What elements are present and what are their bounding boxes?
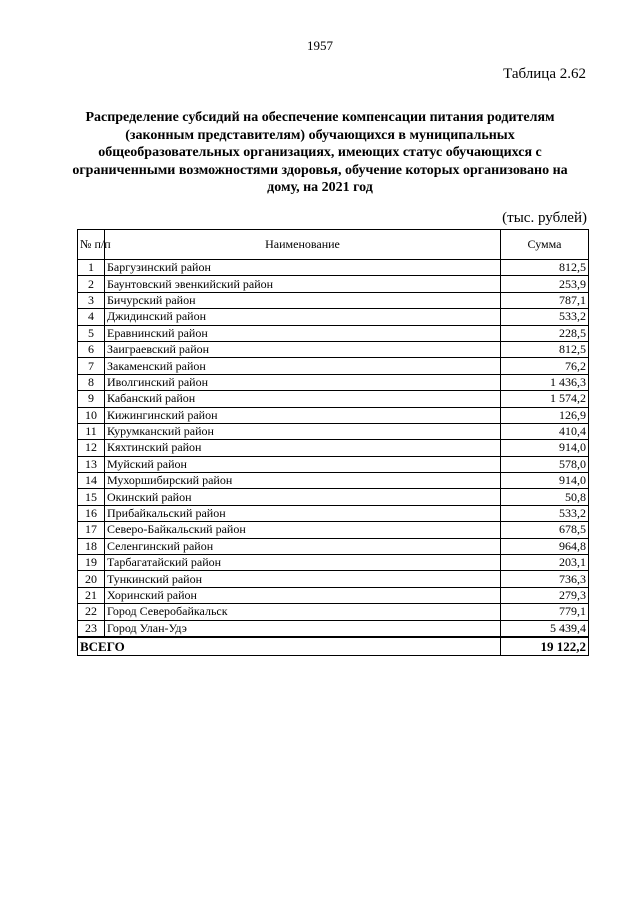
row-number: 21	[78, 587, 105, 603]
subsidy-table	[77, 229, 589, 656]
row-number: 10	[78, 407, 105, 423]
total-row	[78, 637, 589, 656]
table-row	[78, 309, 589, 325]
row-sum: 678,5	[501, 522, 589, 538]
row-name: Муйский район	[105, 456, 501, 472]
row-number: 20	[78, 571, 105, 587]
row-sum: 228,5	[501, 325, 589, 341]
row-sum: 914,0	[501, 440, 589, 456]
row-number: 15	[78, 489, 105, 505]
row-name: Мухоршибирский район	[105, 473, 501, 489]
row-number: 9	[78, 391, 105, 407]
table-row	[78, 505, 589, 521]
row-name: Курумканский район	[105, 423, 501, 439]
table-row	[78, 325, 589, 341]
row-name: Город Северобайкальск	[105, 604, 501, 620]
row-number: 1	[78, 260, 105, 276]
row-name: Северо-Байкальский район	[105, 522, 501, 538]
row-sum: 736,3	[501, 571, 589, 587]
row-sum: 533,2	[501, 309, 589, 325]
row-name: Еравнинский район	[105, 325, 501, 341]
row-sum: 279,3	[501, 587, 589, 603]
row-name: Закаменский район	[105, 358, 501, 374]
header-num: № п/п	[78, 230, 105, 260]
row-number: 11	[78, 423, 105, 439]
row-sum: 410,4	[501, 423, 589, 439]
table-row	[78, 604, 589, 620]
table-row	[78, 423, 589, 439]
row-sum: 5 439,4	[501, 620, 589, 637]
row-number: 18	[78, 538, 105, 554]
row-number: 3	[78, 292, 105, 308]
table-row	[78, 276, 589, 292]
total-sum: 19 122,2	[501, 637, 589, 656]
row-sum: 779,1	[501, 604, 589, 620]
table-header-row	[78, 230, 589, 260]
row-number: 12	[78, 440, 105, 456]
row-number: 23	[78, 620, 105, 637]
row-name: Хоринский район	[105, 587, 501, 603]
row-name: Баргузинский район	[105, 260, 501, 276]
row-sum: 578,0	[501, 456, 589, 472]
row-number: 4	[78, 309, 105, 325]
table-row	[78, 391, 589, 407]
row-sum: 203,1	[501, 555, 589, 571]
table-row	[78, 260, 589, 276]
row-name: Кижингинский район	[105, 407, 501, 423]
row-name: Город Улан-Удэ	[105, 620, 501, 637]
row-number: 13	[78, 456, 105, 472]
row-name: Иволгинский район	[105, 374, 501, 390]
table-row	[78, 358, 589, 374]
row-sum: 812,5	[501, 260, 589, 276]
row-name: Прибайкальский район	[105, 505, 501, 521]
page-number: 1957	[307, 38, 333, 53]
total-label: ВСЕГО	[78, 637, 501, 656]
row-number: 6	[78, 341, 105, 357]
table-row	[78, 587, 589, 603]
row-sum: 1 436,3	[501, 374, 589, 390]
row-name: Тарбагатайский район	[105, 555, 501, 571]
table-body	[78, 260, 589, 637]
row-sum: 253,9	[501, 276, 589, 292]
row-sum: 964,8	[501, 538, 589, 554]
table-row	[78, 440, 589, 456]
row-name: Селенгинский район	[105, 538, 501, 554]
header-name: Наименование	[105, 230, 501, 260]
table-row	[78, 473, 589, 489]
row-name: Бичурский район	[105, 292, 501, 308]
table-row	[78, 571, 589, 587]
table-row	[78, 341, 589, 357]
row-name: Джидинский район	[105, 309, 501, 325]
row-number: 2	[78, 276, 105, 292]
row-number: 19	[78, 555, 105, 571]
units-label: (тыс. рублей)	[502, 210, 587, 226]
table-row	[78, 620, 589, 637]
row-sum: 126,9	[501, 407, 589, 423]
row-name: Баунтовский эвенкийский район	[105, 276, 501, 292]
table-row	[78, 292, 589, 308]
row-number: 22	[78, 604, 105, 620]
table-label: Таблица 2.62	[503, 66, 586, 82]
table-row	[78, 538, 589, 554]
row-sum: 787,1	[501, 292, 589, 308]
table-row	[78, 456, 589, 472]
row-name: Тункинский район	[105, 571, 501, 587]
row-sum: 76,2	[501, 358, 589, 374]
row-name: Кабанский район	[105, 391, 501, 407]
row-sum: 1 574,2	[501, 391, 589, 407]
row-sum: 914,0	[501, 473, 589, 489]
table-row	[78, 407, 589, 423]
row-number: 16	[78, 505, 105, 521]
row-number: 5	[78, 325, 105, 341]
row-name: Заиграевский район	[105, 341, 501, 357]
row-number: 17	[78, 522, 105, 538]
header-sum: Сумма	[501, 230, 589, 260]
table-row	[78, 522, 589, 538]
row-number: 14	[78, 473, 105, 489]
row-number: 8	[78, 374, 105, 390]
table-row	[78, 489, 589, 505]
row-number: 7	[78, 358, 105, 374]
row-sum: 533,2	[501, 505, 589, 521]
document-title: Распределение субсидий на обеспечение компенсации питания родителям (законным представителям) обучающихся в муниципальных общеобразовательных организациях, имеющих статус обучающихся с ограниченными возможностями здоровья, обучение которых организовано на дому, на 2021 год	[72, 110, 568, 195]
row-name: Окинский район	[105, 489, 501, 505]
row-sum: 812,5	[501, 341, 589, 357]
row-sum: 50,8	[501, 489, 589, 505]
table-row	[78, 374, 589, 390]
table-row	[78, 555, 589, 571]
row-name: Кяхтинский район	[105, 440, 501, 456]
